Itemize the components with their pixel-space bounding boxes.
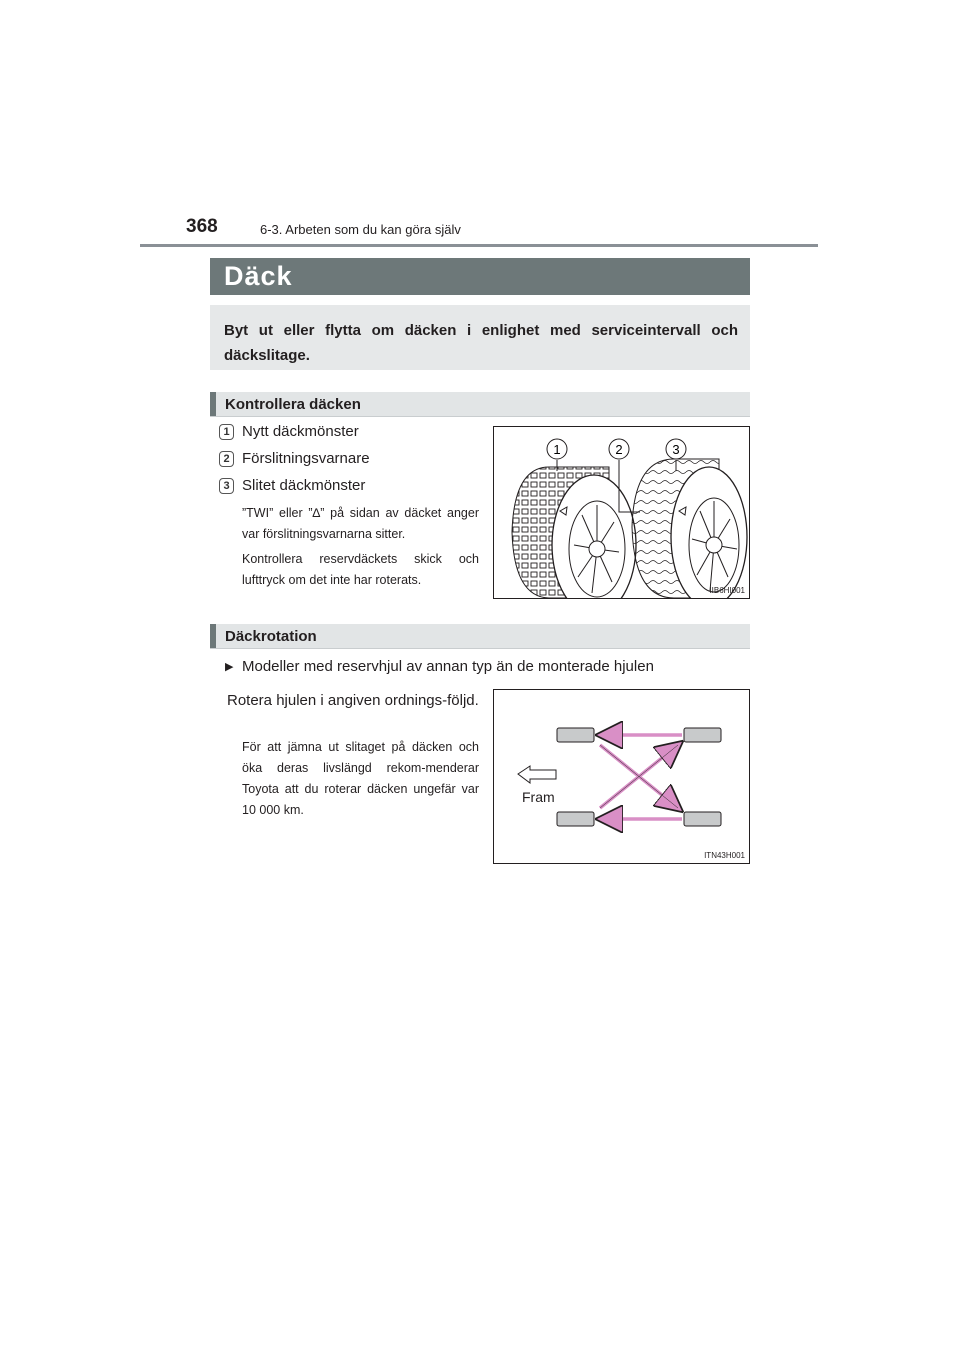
breadcrumb: 6-3. Arbeten som du kan göra själv <box>260 222 461 237</box>
item-number-badge: 1 <box>219 424 234 440</box>
callout-label: 3 <box>672 442 680 457</box>
callout-label: 1 <box>553 442 561 457</box>
model-condition: Modeller med reservhjul av annan typ än de monterade hjulen <box>242 658 654 675</box>
intro-box <box>210 305 750 370</box>
twi-note: ”TWI” eller ”∆” på sidan av däcket anger var förslitningsvarnarna sitter. <box>242 506 479 541</box>
rotation-figure <box>493 689 750 864</box>
rotation-diagram <box>494 690 749 863</box>
figure-code: ITN43H001 <box>704 851 745 860</box>
callout-label: 2 <box>615 442 623 457</box>
list-item-label: Förslitningsvarnare <box>242 450 370 467</box>
item-number-badge: 2 <box>219 451 234 467</box>
wheel-front-right <box>557 812 594 826</box>
section-heading-kontrollera <box>210 392 750 417</box>
page-title: Däck <box>224 261 293 291</box>
item-number-badge: 3 <box>219 478 234 494</box>
wheel-rear-right <box>684 812 721 826</box>
title-bar <box>210 258 750 295</box>
rotation-instruction: Rotera hjulen i angiven ordnings-följd. <box>227 692 479 709</box>
tire-tread-figure <box>493 426 750 599</box>
section-heading-text: Kontrollera däcken <box>225 396 361 413</box>
section-heading-dackrotation <box>210 624 750 649</box>
figure-code: IIB6HI001 <box>709 586 745 595</box>
bullet-triangle-icon: ▶ <box>225 661 234 673</box>
tire-illustration <box>494 427 749 598</box>
section-divider <box>210 648 750 649</box>
page-number: 368 <box>186 216 218 237</box>
front-label: Fram <box>522 789 555 805</box>
intro-text: Byt ut eller flytta om däcken i enlighet med serviceintervall och däckslitage. <box>224 322 738 364</box>
list-item-label: Nytt däckmönster <box>242 423 359 440</box>
section-heading-text: Däckrotation <box>225 628 317 645</box>
wheel-front-left <box>557 728 594 742</box>
rotation-note: För att jämna ut slitaget på däcken och öka deras livslängd rekom-menderar Toyota att du roterar däcken ungefär var 10 000 km. <box>242 740 479 817</box>
front-arrow-icon <box>518 766 556 783</box>
header-divider <box>140 244 818 247</box>
list-item-label: Slitet däckmönster <box>242 477 366 494</box>
section-divider <box>210 416 750 417</box>
wheel-rear-left <box>684 728 721 742</box>
spare-note: Kontrollera reservdäckets skick och lufttryck om det inte har roterats. <box>242 552 479 587</box>
